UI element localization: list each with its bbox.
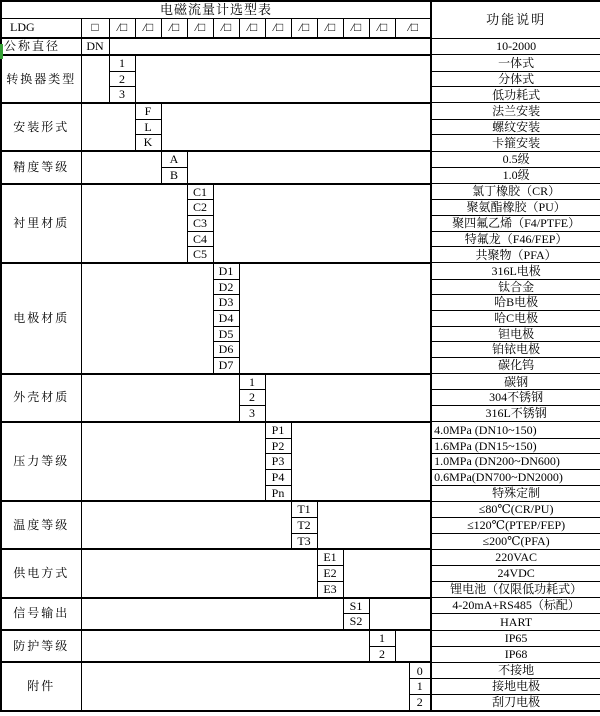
category-label: 压力等级 (1, 422, 81, 501)
function-cell: 分体式 (431, 71, 600, 87)
function-column-header: 功能说明 (431, 1, 600, 38)
code-cell: S1 (343, 598, 369, 614)
category-label: 衬里材质 (1, 184, 81, 263)
model-code-slot: /□ (395, 18, 431, 38)
empty-cell (81, 662, 409, 711)
category-label: 外壳材质 (1, 374, 81, 422)
model-code-slot: /□ (317, 18, 343, 38)
function-cell: 316L电极 (431, 263, 600, 279)
function-cell: 哈C电极 (431, 311, 600, 327)
function-cell: IP68 (431, 646, 600, 662)
table-row (1, 38, 600, 55)
table-row (1, 263, 600, 279)
category-label: 供电方式 (1, 549, 81, 597)
code-cell: P3 (265, 454, 291, 470)
empty-cell (109, 38, 431, 55)
selection-table-body (1, 1, 600, 711)
code-cell: T3 (291, 533, 317, 549)
code-cell: 1 (109, 55, 135, 71)
model-code-slot: /□ (239, 18, 265, 38)
category-label: 温度等级 (1, 501, 81, 549)
page-title: 电磁流量计选型表 (1, 1, 431, 18)
function-cell: 0.5级 (431, 151, 600, 167)
model-code-slot: /□ (343, 18, 369, 38)
code-cell: D4 (213, 311, 239, 327)
code-cell: D7 (213, 357, 239, 373)
code-cell: C1 (187, 184, 213, 200)
empty-cell (81, 263, 213, 374)
function-cell: 聚四氟乙烯（F4/PTFE） (431, 215, 600, 231)
code-cell: Pn (265, 485, 291, 501)
code-cell: T1 (291, 501, 317, 517)
code-cell: K (135, 135, 161, 151)
code-cell: D5 (213, 326, 239, 342)
function-cell: 锂电池（仅限低功耗式） (431, 581, 600, 597)
code-cell: 0 (409, 662, 431, 678)
function-cell: 钛合金 (431, 279, 600, 295)
model-code-slot: /□ (213, 18, 239, 38)
code-cell: L (135, 119, 161, 135)
code-cell: B (161, 167, 187, 183)
category-label: 信号输出 (1, 598, 81, 630)
empty-cell (369, 598, 431, 630)
model-code-slot: /□ (369, 18, 395, 38)
table-row (1, 598, 600, 614)
model-code-slot: /□ (135, 18, 161, 38)
empty-cell (395, 630, 431, 662)
category-label: 安装形式 (1, 103, 81, 151)
empty-cell (81, 55, 109, 103)
table-row (1, 422, 600, 438)
code-cell: C2 (187, 200, 213, 216)
function-cell: HART (431, 614, 600, 630)
function-cell: 220VAC (431, 549, 600, 565)
code-cell: P2 (265, 438, 291, 454)
code-cell: E2 (317, 566, 343, 582)
code-cell: DN (81, 38, 109, 55)
code-cell: 2 (409, 694, 431, 711)
function-cell: 螺纹安装 (431, 119, 600, 135)
category-label: 转换器类型 (1, 55, 81, 103)
empty-cell (291, 422, 431, 501)
function-cell: 1.0级 (431, 167, 600, 183)
code-cell: S2 (343, 614, 369, 630)
function-cell: 一体式 (431, 55, 600, 71)
function-cell: 1.6MPa (DN15~150) (431, 438, 600, 454)
empty-cell (135, 55, 431, 103)
function-cell: 低功耗式 (431, 87, 600, 103)
code-cell: C3 (187, 215, 213, 231)
table-row (1, 630, 600, 646)
code-cell: 1 (409, 679, 431, 695)
function-cell: 特殊定制 (431, 485, 600, 501)
function-cell: 316L不锈钢 (431, 406, 600, 422)
table-row (1, 184, 600, 200)
function-cell: 钽电极 (431, 326, 600, 342)
function-cell: 24VDC (431, 566, 600, 582)
empty-cell (81, 151, 161, 183)
model-code-slot: /□ (109, 18, 135, 38)
function-cell: 碳钢 (431, 374, 600, 390)
scan-artifact-green-mark (0, 44, 3, 59)
table-row (1, 662, 600, 678)
table-row (1, 549, 600, 565)
function-cell: 0.6MPa(DN700~DN2000) (431, 469, 600, 485)
function-cell: 特氟龙（F46/FEP） (431, 231, 600, 247)
code-cell: T2 (291, 518, 317, 534)
model-code-slot: /□ (265, 18, 291, 38)
code-cell: E1 (317, 549, 343, 565)
table-row (1, 1, 600, 18)
empty-cell (81, 184, 187, 263)
function-cell: 1.0MPa (DN200~DN600) (431, 454, 600, 470)
code-cell: 3 (109, 87, 135, 103)
function-cell: ≤120℃(PTEP/FEP) (431, 518, 600, 534)
function-cell: 10-2000 (431, 38, 600, 55)
function-cell: 刮刀电极 (431, 694, 600, 711)
code-cell: P1 (265, 422, 291, 438)
function-cell: 4.0MPa (DN10~150) (431, 422, 600, 438)
category-label-diameter: 公称直径 (1, 38, 81, 55)
code-cell: 3 (239, 406, 265, 422)
code-cell: D6 (213, 342, 239, 358)
category-label: 防护等级 (1, 630, 81, 662)
category-label: 附件 (1, 662, 81, 711)
table-row (1, 501, 600, 517)
empty-cell (343, 549, 431, 597)
function-cell: 氯丁橡胶（CR） (431, 184, 600, 200)
function-cell: 接地电极 (431, 679, 600, 695)
function-cell: 哈B电极 (431, 295, 600, 311)
empty-cell (317, 501, 431, 549)
table-row (1, 151, 600, 167)
model-code-slot: /□ (187, 18, 213, 38)
code-cell: 1 (239, 374, 265, 390)
empty-cell (81, 501, 291, 549)
table-row (1, 55, 600, 71)
model-prefix-label: LDG (1, 18, 81, 38)
empty-cell (81, 374, 239, 422)
empty-cell (81, 598, 343, 630)
code-cell: D2 (213, 279, 239, 295)
code-cell: P4 (265, 469, 291, 485)
function-cell: 卡箍安装 (431, 135, 600, 151)
code-cell: C5 (187, 247, 213, 263)
empty-cell (81, 103, 135, 151)
code-cell: F (135, 103, 161, 119)
code-cell: C4 (187, 231, 213, 247)
function-cell: 共聚物（PFA） (431, 247, 600, 263)
table-row (1, 103, 600, 119)
function-cell: ≤200℃(PFA) (431, 533, 600, 549)
empty-cell (81, 422, 265, 501)
code-cell: 2 (369, 646, 395, 662)
code-cell: D1 (213, 263, 239, 279)
function-cell: 聚氨酯橡胶（PU） (431, 200, 600, 216)
empty-cell (81, 630, 369, 662)
category-label: 电极材质 (1, 263, 81, 374)
empty-cell (81, 549, 317, 597)
empty-cell (239, 263, 431, 374)
category-label: 精度等级 (1, 151, 81, 183)
function-cell: 法兰安装 (431, 103, 600, 119)
function-cell: 304不锈钢 (431, 390, 600, 406)
function-cell: 不接地 (431, 662, 600, 678)
code-cell: 1 (369, 630, 395, 646)
code-cell: A (161, 151, 187, 167)
function-cell: 4-20mA+RS485（标配） (431, 598, 600, 614)
code-cell: D3 (213, 295, 239, 311)
function-cell: 铂铱电极 (431, 342, 600, 358)
function-cell: IP65 (431, 630, 600, 646)
model-code-slot: /□ (161, 18, 187, 38)
model-code-box: □ (81, 18, 109, 38)
code-cell: E3 (317, 581, 343, 597)
code-cell: 2 (109, 71, 135, 87)
empty-cell (161, 103, 431, 151)
code-cell: 2 (239, 390, 265, 406)
model-code-slot: /□ (291, 18, 317, 38)
function-cell: 碳化钨 (431, 357, 600, 373)
table-row (1, 374, 600, 390)
empty-cell (213, 184, 431, 263)
function-cell: ≤80℃(CR/PU) (431, 501, 600, 517)
empty-cell (265, 374, 431, 422)
empty-cell (187, 151, 431, 183)
